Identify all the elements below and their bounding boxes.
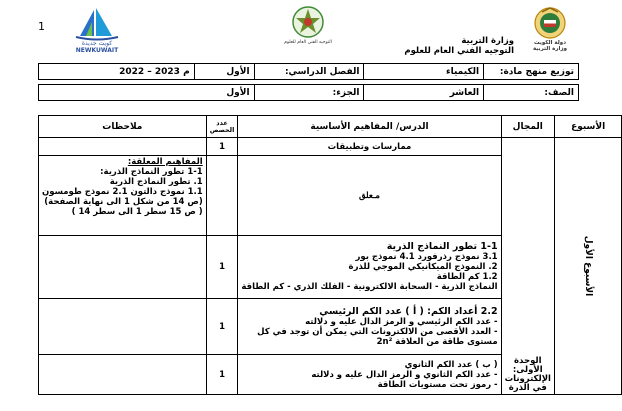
curriculum-info-table: [38, 63, 579, 101]
lesson-line: ( ب ) عدد الكم الثانوي: [404, 359, 498, 370]
week-label: الأسبوع الأول: [583, 235, 594, 297]
table-row: [39, 138, 622, 156]
header-row: [39, 116, 622, 138]
curriculum-table: [38, 115, 622, 395]
lesson-cell: [238, 236, 501, 299]
notes-cell: [39, 236, 207, 299]
page-number: 1: [38, 20, 45, 33]
note-line: ( ص 15 سطر 1 الى سطر 14 ): [71, 207, 203, 217]
semester-value: الأول: [194, 64, 254, 80]
periods-cell: 1: [206, 355, 238, 395]
science-emblem-icon: [288, 4, 328, 40]
suspended-label: مـعلق: [238, 156, 501, 236]
new-kuwait-logo: [66, 6, 128, 56]
header-domain: المجال: [501, 116, 554, 138]
lesson-line: 1.2 كم الطاقة: [436, 272, 498, 282]
kuwait-emblem-icon: [533, 6, 567, 40]
note-line: 1-1 تطور النماذج الذرية:: [100, 167, 203, 177]
note-line: 1. تطور النماذج الذرية: [109, 177, 203, 187]
lesson-line: 3.1 نموذج رذرفورد 4.1 نموذج بور: [355, 252, 498, 262]
ministry-line-2: التوجيه الفني العام للعلوم: [404, 46, 514, 56]
header-notes: ملاحظات: [39, 116, 207, 138]
periods-cell: 1: [206, 138, 238, 156]
ministry-header: [404, 36, 514, 56]
note-line: 1.1 نموذج دالتون 2.1 نموذج طومسون: [42, 187, 203, 197]
note-line: (ص 14 من شكل 1 الى نهاية الصفحة): [44, 197, 203, 207]
lesson-line: مستوى طاقة من العلاقة 2n²: [376, 336, 498, 347]
unit-label: الوحدة الأولى: الإلكترونات في الذرة: [504, 356, 551, 393]
lesson-line: - عدد الكم الثانوي و الرمز الدال عليه و دلالته: [311, 369, 498, 380]
header-lesson: الدرس/ المفاهيم الأساسية: [238, 116, 501, 138]
grade-value: العاشر: [364, 85, 484, 101]
ministry-logo: [520, 6, 580, 60]
week-cell: [554, 138, 621, 395]
lesson-line: - رموز تحت مستويات الطاقة: [377, 379, 498, 390]
subject-value: الكيمياء: [364, 64, 484, 80]
notes-cell: [39, 299, 207, 355]
unit-cell: [501, 138, 554, 395]
lesson-cell: ممارسات وتطبيقات: [238, 138, 501, 156]
moe-caption-2: وزارة التربية: [532, 46, 568, 52]
lesson-line: 2.2 أعداد الكم: ( أ ) عدد الكم الرئيسي: [319, 305, 498, 317]
header-periods: عدد الحصص: [206, 116, 238, 138]
grade-label: الصف:: [484, 85, 579, 101]
moe-caption-1: دولة الكويت: [533, 40, 567, 46]
dist-label: توزيع منهج مادة:: [484, 64, 579, 80]
general-guidance-logo: [268, 4, 348, 56]
lesson-line: - عدد الكم الرئيسي و الرمز الدال عليه و دلالته: [305, 316, 498, 327]
general-guidance-caption: التوجيه الفني العام للعلوم: [284, 40, 332, 45]
notes-cell: [39, 355, 207, 395]
part-value: الأول: [39, 85, 255, 101]
lesson-cell: [238, 355, 501, 395]
lesson-line: النماذج الذرية - السحابة الالكترونية - الفلك الذري - كم الطاقة: [241, 282, 498, 292]
periods-cell: [206, 156, 238, 236]
lesson-line: - العدد الأقصى من الالكترونات التي يمكن أن توجد في كل: [257, 326, 498, 337]
sail-icon: [72, 6, 122, 40]
lesson-line: 1-1 تطور النماذج الذرية: [386, 241, 498, 252]
new-kuwait-ar: كويت جديدة: [81, 40, 113, 47]
header-week: الأسبوع: [554, 116, 621, 138]
year-value: 2022 – 2023 م: [39, 64, 195, 80]
new-kuwait-en: NEWKUWAIT: [75, 47, 119, 54]
ministry-line-1: وزارة التربية: [461, 36, 514, 46]
semester-label: الفصل الدراسي:: [254, 64, 364, 80]
note-line: المفاهيم المعلقة:: [127, 157, 203, 167]
notes-cell: [39, 138, 207, 156]
lesson-cell: [238, 299, 501, 355]
part-label: الجزء:: [254, 85, 364, 101]
periods-cell: 1: [206, 236, 238, 299]
notes-cell: [39, 156, 207, 236]
periods-cell: 1: [206, 299, 238, 355]
lesson-line: 2. النموذج الميكانيكي الموجي للذرة: [348, 262, 498, 272]
